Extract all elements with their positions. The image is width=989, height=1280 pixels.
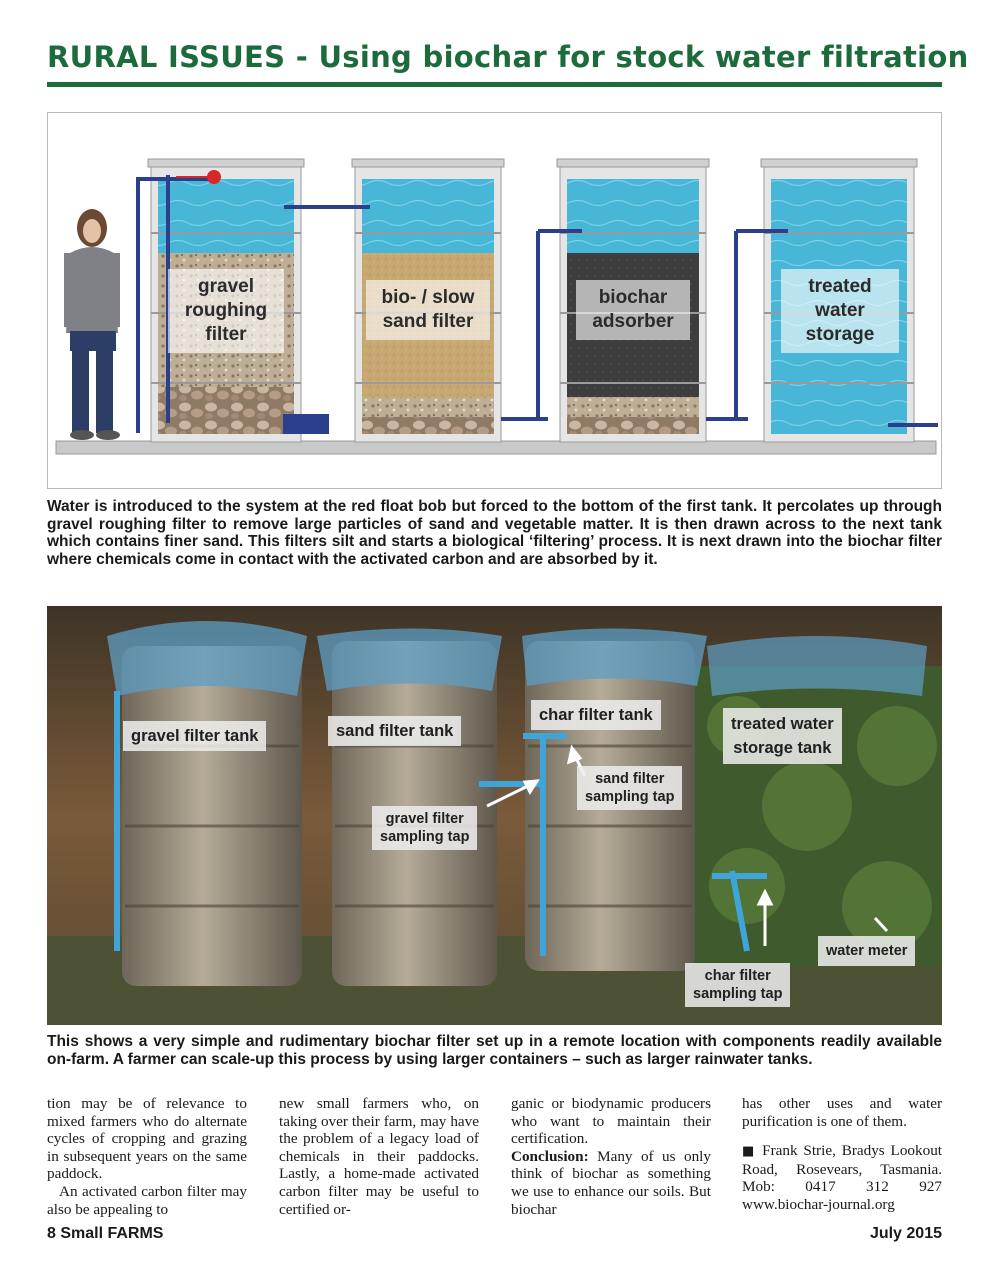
filtration-diagram xyxy=(47,112,942,489)
conclusion-label: Conclusion: xyxy=(511,1147,589,1165)
label-sand-filter: bio- / slow sand filter xyxy=(366,280,490,340)
drum-storage xyxy=(707,636,927,696)
label-gravel-filter-sampling-tap: gravel filter sampling tap xyxy=(372,806,477,850)
diagram-caption: Water is introduced to the system at the red float bob but forced to the bottom of the first tank. It percolates up through gravel roughing filter to remove large particles of sand and vegetable matter. It is then drawn across to the next tank which contains finer sand. This filters silt and starts a biological ‘filtering’ process. It is next drawn into the biochar filter where chemicals come in contact with the activated carbon and are absorbed by it. xyxy=(47,498,942,568)
label-water-meter: water meter xyxy=(818,936,915,966)
person-figure xyxy=(64,209,120,440)
page-title: RURAL ISSUES - Using biochar for stock water filtration xyxy=(47,40,969,74)
label-char-filter-tank: char filter tank xyxy=(531,700,661,730)
col1-paragraph-1: tion may be of relevance to mixed farmers who do alternate cycles of cropping and grazing in subsequent years on the same paddock. xyxy=(47,1095,247,1183)
article-column-4 xyxy=(742,1095,942,1214)
bullet-square-icon: ■ xyxy=(742,1144,757,1160)
label-treated-water-storage-tank: treated water storage tank xyxy=(723,708,842,764)
author-info: ■ Frank Strie, Bradys Lookout Road, Rosevears, Tasmania. Mob: 0417 312 927 www.biochar-journal.org xyxy=(742,1142,943,1213)
label-gravel-filter: gravel roughing filter xyxy=(168,269,284,353)
label-sand-filter-tank: sand filter tank xyxy=(328,716,461,746)
photo-caption: This shows a very simple and rudimentary biochar filter set up in a remote location with components readily available on-farm. A farmer can scale-up this process by using larger containers – such as larger rainwater tanks. xyxy=(47,1033,942,1068)
issue-date: July 2015 xyxy=(869,1225,942,1242)
label-biochar-adsorber: biochar adsorber xyxy=(576,280,690,340)
col2-paragraph-1: new small farmers who, on taking over their farm, may have the problem of a legacy load of chemicals in their paddocks. Lastly, a home-made activated carbon filter may be useful to certified or- xyxy=(279,1095,479,1218)
photo-scene xyxy=(47,606,942,1025)
col4-paragraph-1: has other uses and water purification is one of them. xyxy=(742,1095,942,1130)
col1-paragraph-2: An activated carbon filter may also be appealing to xyxy=(47,1182,247,1218)
label-treated-storage: treated water storage xyxy=(781,269,899,353)
filter-photo xyxy=(47,606,942,1025)
label-char-filter-sampling-tap: char filter sampling tap xyxy=(685,963,790,1007)
col3-paragraph-2: Conclusion: Many of us only think of biochar as something we use to enhance our soils. But biochar xyxy=(511,1147,711,1218)
page-number-publication: 8 Small FARMS xyxy=(47,1225,164,1242)
col3-paragraph-1: ganic or biodynamic producers who want to maintain their certification. xyxy=(511,1095,711,1148)
label-sand-filter-sampling-tap: sand filter sampling tap xyxy=(577,766,682,810)
float-bob xyxy=(207,170,221,184)
title-rule xyxy=(47,82,942,87)
article-column-2 xyxy=(279,1095,479,1218)
article-column-1 xyxy=(47,1095,247,1218)
drum-gravel xyxy=(107,621,307,986)
article-column-3 xyxy=(511,1095,711,1218)
label-gravel-filter-tank: gravel filter tank xyxy=(123,721,266,751)
